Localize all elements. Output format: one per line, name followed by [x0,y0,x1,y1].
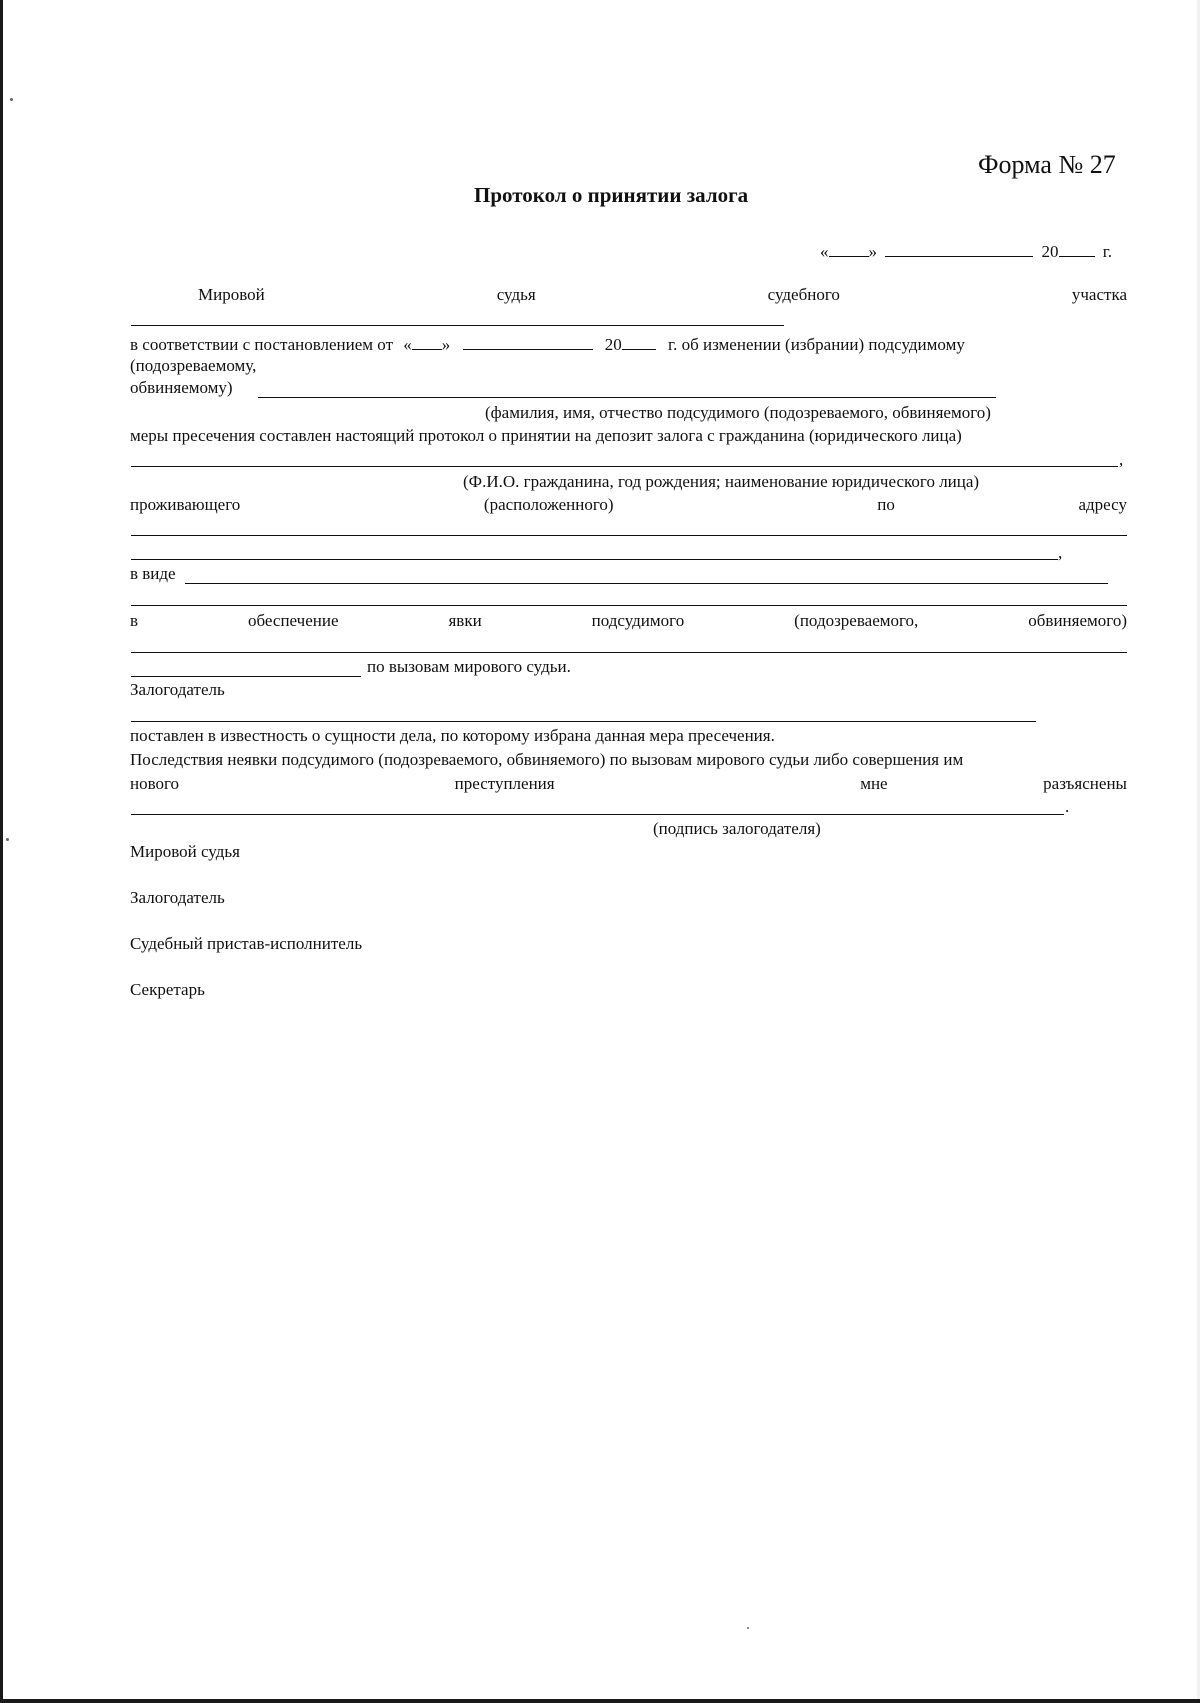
in-form-label: в виде [130,564,176,583]
period-mark: . [1065,797,1070,816]
crime-word-4: разъяснены [1043,774,1127,793]
form-number: Форма № 27 [978,150,1116,179]
address-word-2: (расположенного) [483,495,614,514]
crime-word-1: нового [130,774,180,793]
date-close-quote: » [868,242,877,261]
address-word-1: проживающего [130,495,241,514]
pledge-form-field-2[interactable] [131,605,1127,606]
resolution-day-field[interactable] [412,333,442,350]
resolution-line [130,333,1127,355]
pledger-name-field[interactable] [131,466,1118,467]
security-word-3: явки [448,611,482,630]
caption-pledger: (Ф.И.О. гражданина, год рождения; наименование юридического лица) [463,472,980,491]
resolution-open-quote: « [403,335,412,354]
scan-border-bottom [0,1699,1200,1703]
address-field-2[interactable] [131,559,1058,560]
pledge-form-field[interactable] [185,583,1108,584]
informed-text: поставлен в известность о сущности дела, по которому избрана данная мера пресечения. [130,726,775,745]
judge-word-3: судебного [767,285,840,304]
judge-word-1: Мировой [198,285,265,304]
accused-name-field[interactable] [258,397,996,398]
address-word-3: по [877,495,895,514]
suspect-label: (подозреваемому, [130,356,257,375]
address-field-1[interactable] [131,535,1127,536]
resolution-end: г. об изменении (избрании) подсудимому [668,335,965,354]
judge-word-4: участка [1071,285,1127,304]
resolution-start: в соответствии с постановлением от [130,335,394,354]
explanation-field[interactable] [131,814,1064,815]
security-word-6: обвиняемого) [1028,611,1127,630]
consequences-text: Последствия неявки подсудимого (подозреваемого, обвиняемого) по вызовам мирового судьи либо совершения им [130,750,964,769]
month-field[interactable] [885,240,1033,257]
security-word-1: в [130,611,139,630]
summons-text: по вызовам мирового судьи. [367,657,571,676]
accused-field[interactable] [131,652,1127,653]
resolution-year-field[interactable] [622,333,656,350]
date-open-quote: « [820,242,829,261]
address-word-4: адресу [1078,495,1127,514]
year-prefix: 20 [1041,242,1059,261]
summons-field[interactable] [131,676,361,677]
signature-pledger: Залогодатель [130,888,225,907]
judge-row [198,285,1127,305]
year-suffix: г. [1102,242,1113,261]
date-line [820,240,1112,262]
security-word-5: (подозреваемого, [794,611,919,630]
crime-word-2: преступления [454,774,555,793]
pledger-label: Залогодатель [130,680,225,699]
scan-border-left [0,0,3,1703]
signature-bailiff: Судебный пристав-исполнитель [130,934,363,953]
signature-secretary: Секретарь [130,980,205,999]
scan-speck [6,838,9,841]
signature-judge: Мировой судья [130,842,240,861]
year-field[interactable] [1059,240,1095,257]
resolution-close-quote: » [441,335,451,354]
resolution-month-field[interactable] [463,333,593,350]
address-row [130,495,1127,515]
court-district-field[interactable] [131,325,784,326]
day-field[interactable] [829,240,869,257]
security-word-2: обеспечение [248,611,339,630]
document-title: Протокол о принятии залога [474,183,749,207]
caption-fio-accused: (фамилия, имя, отчество подсудимого (подозреваемого, обвиняемого) [485,403,991,422]
security-row [130,611,1127,631]
caption-signature: (подпись залогодателя) [653,819,821,838]
accused-label: обвиняемому) [130,378,233,397]
security-word-4: подсудимого [591,611,685,630]
scan-speck [10,98,13,101]
scan-speck [747,1627,749,1629]
judge-word-2: судья [496,285,536,304]
comma-mark: , [1058,543,1063,562]
preventive-measure-text: меры пресечения составлен настоящий протокол о принятии на депозит залога с гражданина (юридического лица) [130,426,962,445]
resolution-year-prefix: 20 [604,335,622,354]
crime-word-3: мне [860,774,888,793]
pledger-field[interactable] [131,721,1036,722]
crime-row [130,774,1127,794]
comma-mark: , [1119,450,1124,469]
